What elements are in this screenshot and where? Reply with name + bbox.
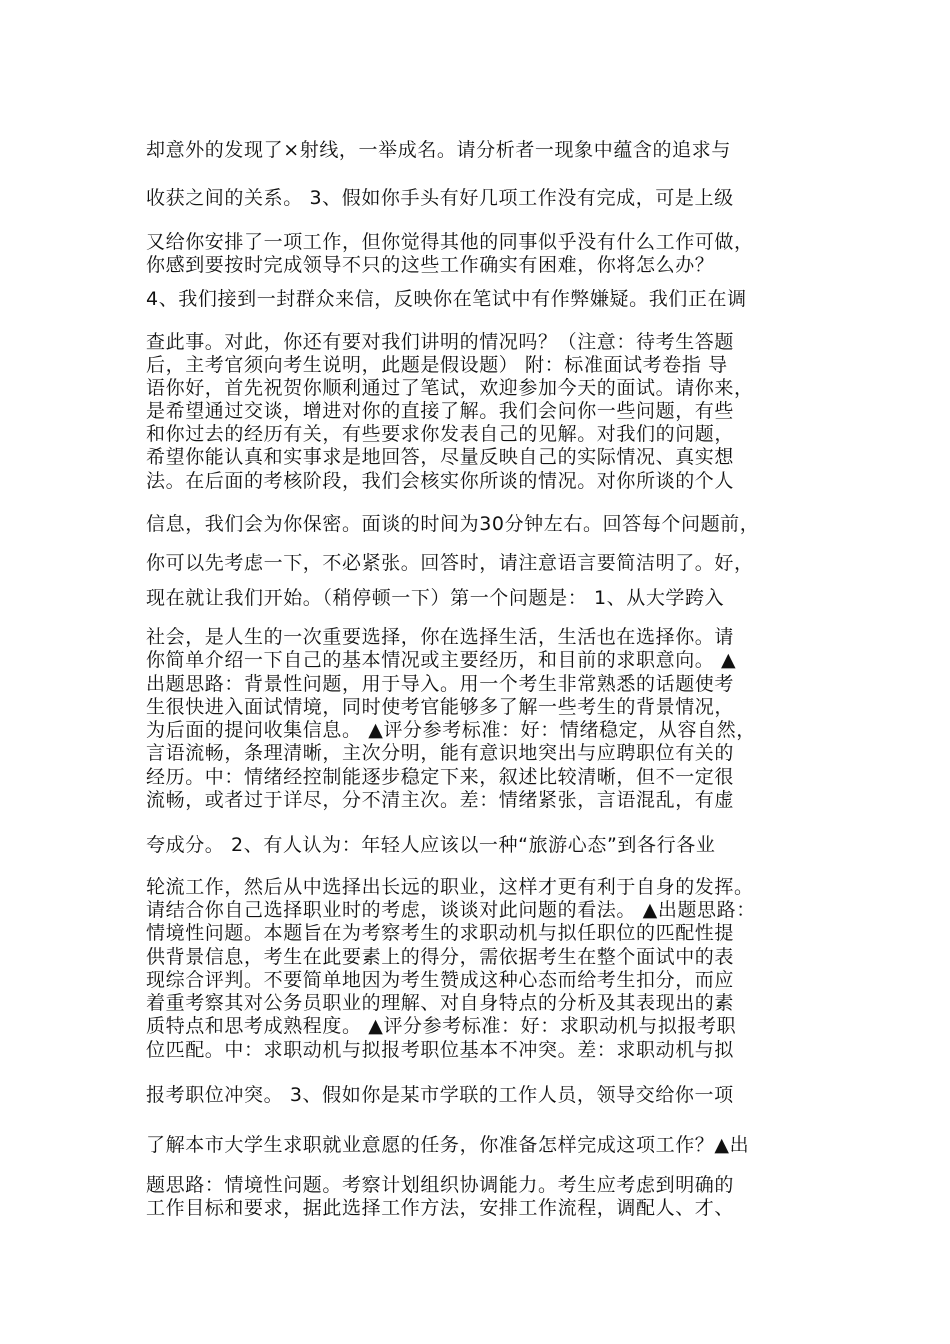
text-line: 报考职位冲突。 3、假如你是某市学联的工作人员，领导交给你一项 — [146, 1084, 734, 1106]
text-line: 收获之间的关系。 3、假如你手头有好几项工作没有完成，可是上级 — [146, 187, 734, 209]
text-line: 希望你能认真和实事求是地回答，尽量反映自己的实际情况、真实想 — [146, 446, 735, 468]
text-line: 了解本市大学生求职就业意愿的任务，你准备怎样完成这项工作？▲出 — [146, 1134, 750, 1156]
text-line: 法。在后面的考核阶段，我们会核实你所谈的情况。对你所谈的个人 — [146, 470, 735, 492]
text-line: 4、我们接到一封群众来信，反映你在笔试中有作弊嫌疑。我们正在调 — [146, 288, 747, 310]
text-line: 言语流畅，条理清晰，主次分明，能有意识地突出与应聘职位有关的 — [146, 742, 735, 764]
text-line: 生很快进入面试情境，同时使考官能够多了解一些考生的背景情况， — [146, 696, 735, 718]
text-line: 出题思路：背景性问题，用于导入。用一个考生非常熟悉的话题使考 — [146, 673, 735, 695]
text-line: 轮流工作，然后从中选择出长远的职业，这样才更有利于自身的发挥。 — [146, 876, 754, 898]
text-line: 为后面的提问收集信息。 ▲评分参考标准：好：情绪稳定，从容自然， — [146, 719, 756, 741]
text-line: 语你好，首先祝贺你顺利通过了笔试，欢迎参加今天的面试。请你来， — [146, 377, 754, 399]
text-line: 供背景信息，考生在此要素上的得分，需依据考生在整个面试中的表 — [146, 946, 735, 968]
text-line: 经历。中：情绪经控制能逐步稳定下来，叙述比较清晰，但不一定很 — [146, 766, 735, 788]
text-line: 现在就让我们开始。（稍停顿一下）第一个问题是： 1、从大学跨入 — [146, 587, 725, 609]
text-line: 工作目标和要求，据此选择工作方法，安排工作流程，调配人、才、 — [146, 1197, 735, 1219]
text-line: 又给你安排了一项工作，但你觉得其他的同事似乎没有什么工作可做， — [146, 231, 754, 253]
text-line: 夸成分。 2、有人认为：年轻人应该以一种“旅游心态”到各行各业 — [146, 834, 716, 856]
text-line: 和你过去的经历有关，有些要求你发表自己的见解。对我们的问题， — [146, 423, 735, 445]
text-line: 质特点和思考成熟程度。 ▲评分参考标准：好：求职动机与拟报考职 — [146, 1015, 737, 1037]
text-line: 你可以先考虑一下，不必紧张。回答时，请注意语言要简洁明了。好， — [146, 552, 754, 574]
text-line: 是希望通过交谈，增进对你的直接了解。我们会问你一些问题，有些 — [146, 400, 735, 422]
text-line: 后，主考官须向考生说明，此题是假设题） 附：标准面试考卷指 导 — [146, 354, 728, 376]
text-line: 流畅，或者过于详尽，分不清主次。差：情绪紧张，言语混乱，有虚 — [146, 789, 735, 811]
text-line: 查此事。对此，你还有要对我们讲明的情况吗？（注意：待考生答题 — [146, 331, 735, 353]
text-line: 你简单介绍一下自己的基本情况或主要经历，和目前的求职意向。 ▲ — [146, 649, 737, 671]
text-line: 位匹配。中：求职动机与拟报考职位基本不冲突。差：求职动机与拟 — [146, 1039, 735, 1061]
text-line: 却意外的发现了×射线，一举成名。请分析者一现象中蕴含的追求与 — [146, 139, 731, 161]
text-line: 题思路：情境性问题。考察计划组织协调能力。考生应考虑到明确的 — [146, 1174, 735, 1196]
text-line: 请结合你自己选择职业时的考虑，谈谈对此问题的看法。 ▲出题思路： — [146, 899, 756, 921]
text-line: 现综合评判。不要简单地因为考生赞成这种心态而给考生扣分，而应 — [146, 969, 735, 991]
text-line: 信息，我们会为你保密。面谈的时间为30分钟左右。回答每个问题前， — [146, 513, 760, 535]
text-line: 着重考察其对公务员职业的理解、对自身特点的分析及其表现出的素 — [146, 992, 735, 1014]
text-line: 情境性问题。本题旨在为考察考生的求职动机与拟任职位的匹配性提 — [146, 922, 735, 944]
text-line: 你感到要按时完成领导不只的这些工作确实有困难，你将怎么办？ — [146, 254, 715, 276]
text-line: 社会，是人生的一次重要选择，你在选择生活，生活也在选择你。请 — [146, 626, 735, 648]
